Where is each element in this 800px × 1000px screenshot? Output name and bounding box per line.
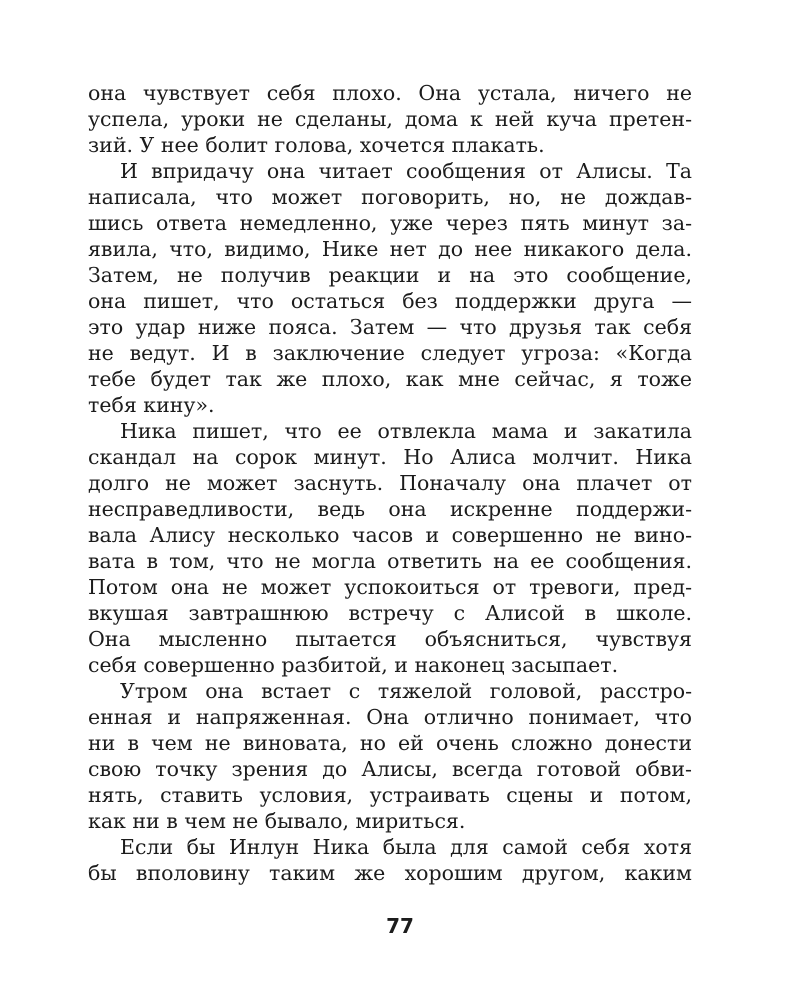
text-line: зий. У нее болит голова, хочется плакать.: [88, 133, 545, 157]
text-line: себя совершенно разбитой, и наконец засыпает.: [88, 653, 619, 677]
text-line: долго не может заснуть. Поначалу она плачет от: [88, 471, 692, 495]
text-line: это удар ниже пояса. Затем — что друзья так себя: [88, 315, 692, 339]
text-line: Она мысленно пытается объясниться, чувствуя: [88, 627, 692, 651]
text-line: Затем, не получив реакции и на это сообщение,: [88, 263, 692, 287]
text-line: как ни в чем не бывало, мириться.: [88, 809, 466, 833]
text-line: ни в чем не виновата, но ей очень сложно донести: [88, 731, 692, 755]
text-line: вкушая завтрашнюю встречу с Алисой в школе.: [88, 601, 692, 625]
text-line: успела, уроки не сделаны, дома к ней куча претен-: [88, 107, 692, 131]
text-line: она чувствует себя плохо. Она устала, ничего не: [88, 81, 692, 105]
text-line: тебе будет так же плохо, как мне сейчас, я тоже: [88, 367, 692, 391]
text-line: Потом она не может успокоиться от тревоги, пред-: [88, 575, 692, 599]
text-line: она пишет, что остаться без поддержки друга —: [88, 289, 692, 313]
body-text: [88, 80, 692, 886]
paragraph-first-line: Утром она встает с тяжелой головой, расстро-: [120, 679, 692, 703]
text-line: тебя кину».: [88, 393, 215, 417]
text-line: несправедливости, ведь она искренне поддержи-: [88, 497, 692, 521]
paragraph-first-line: И впридачу она читает сообщения от Алисы. Та: [120, 159, 692, 183]
text-line: нять, ставить условия, устраивать сцены и потом,: [88, 783, 692, 807]
page-number: 77: [386, 914, 414, 938]
text-line: енная и напряженная. Она отлично понимает, что: [88, 705, 692, 729]
text-line: вата в том, что не могла ответить на ее сообщения.: [88, 549, 692, 573]
paragraph-first-line: Если бы Инлун Ника была для самой себя хотя: [120, 835, 692, 859]
text-line: бы вполовину таким же хорошим другом, каким: [88, 861, 692, 885]
text-line: свою точку зрения до Алисы, всегда готовой обви-: [88, 757, 692, 781]
text-line: написала, что может поговорить, но, не дождав-: [88, 185, 692, 209]
text-line: шись ответа немедленно, уже через пять минут за-: [88, 211, 692, 235]
text-line: явила, что, видимо, Нике нет до нее никакого дела.: [88, 237, 692, 261]
paragraph-first-line: Ника пишет, что ее отвлекла мама и закатила: [120, 419, 692, 443]
text-line: не ведут. И в заключение следует угроза: «Когда: [88, 341, 692, 365]
text-line: вала Алису несколько часов и совершенно не вино-: [88, 523, 692, 547]
text-line: скандал на сорок минут. Но Алиса молчит. Ника: [88, 445, 692, 469]
